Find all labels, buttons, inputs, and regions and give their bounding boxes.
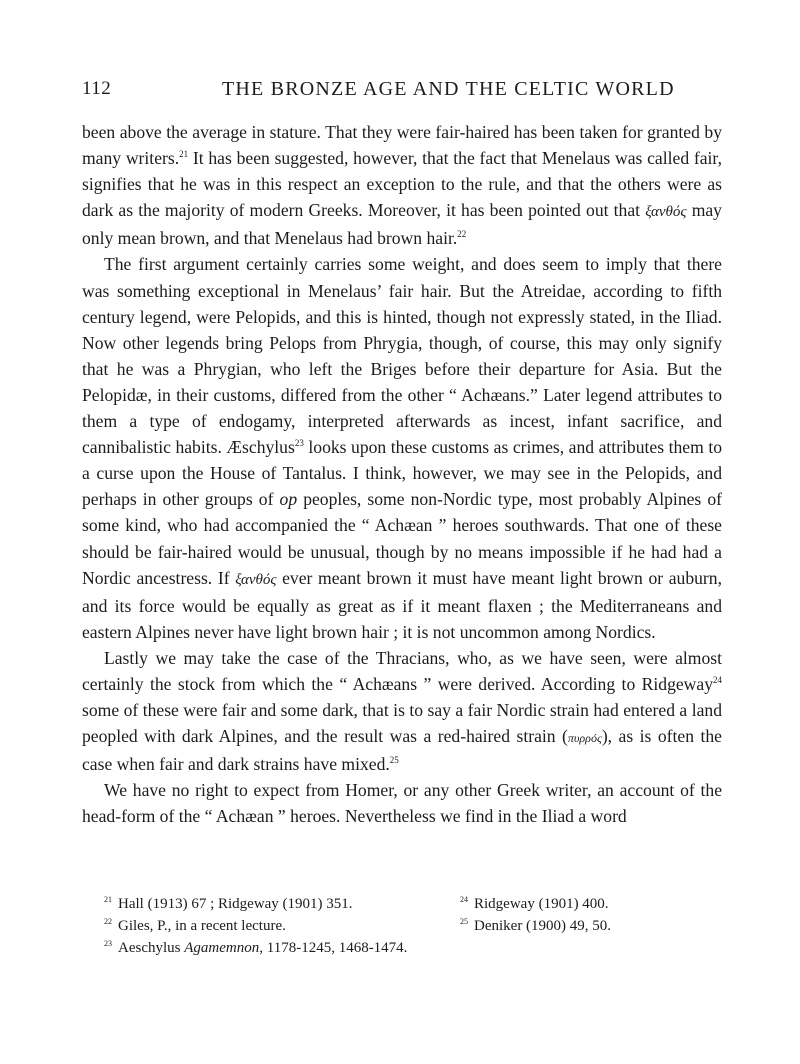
footnote-24 xyxy=(460,893,609,915)
footnote-text: , 1178-1245, 1468-1474. xyxy=(259,940,408,956)
text-run: The first argument certainly carries some weight, and does seem to imply that there was something exceptional in Menelaus’ fair hair. But the Atreidae, according to fifth century legend, were Pelopids, and this is hinted, though not expressly stated, in the Iliad. Now other legends bring Pelops from Phrygia, though, of course, this may only signify that he was a Phrygian, who left the Briges before their departure for Asia. But the Pelopidæ, in their customs, differed from the other “ Achæans.” Later legend attributes to them a type of endogamy, interpreted afterwards as incest, infant sacrifice, and cannibalistic habits. Æschylus xyxy=(82,254,722,458)
footnote-title: Agamemnon xyxy=(184,940,260,956)
footnote-25 xyxy=(460,915,611,937)
footnote-row xyxy=(104,937,734,959)
text-run: may only mean brown, and that Menelaus had brown hair. xyxy=(82,200,722,249)
footnote-number: 25 xyxy=(460,917,468,926)
footnote-ref: 22 xyxy=(457,229,467,240)
footnote-text: Aeschylus xyxy=(118,940,185,956)
running-head: THE BRONZE AGE AND THE CELTIC WORLD xyxy=(222,78,675,100)
page-number: 112 xyxy=(82,78,112,99)
footnote-text: Hall (1913) 67 ; Ridgeway (1901) 351. xyxy=(118,896,353,912)
text-run: peoples, some non-Nordic type, most probably Alpines of some kind, who had accompanied the “ Achæan ” heroes southwards. That one of these should be fair-haired would be unusual, though by no means impossible if he had had a Nordic ancestress. If xyxy=(82,489,723,588)
footnotes xyxy=(104,893,734,959)
footnote-row xyxy=(104,915,734,937)
body-text xyxy=(82,119,722,830)
footnote-number: 21 xyxy=(104,895,112,904)
footnote-text: Giles, P., in a recent lecture. xyxy=(118,918,286,934)
text-run: ever meant brown it must have meant light brown or auburn, and its force would be equally as great as if it meant flaxen ; the Mediterraneans and eastern Alpines never have light brown hair ; it is not uncommon among Nordics. xyxy=(82,567,722,642)
footnote-row xyxy=(104,893,734,915)
paragraph xyxy=(82,777,722,829)
greek-word: ξανθός xyxy=(235,571,277,588)
paragraph xyxy=(82,119,722,251)
text-run: some of these were fair and some dark, that is to say a fair Nordic strain had entered a land peopled with dark Alpines, and the result was a red-haired strain ( xyxy=(82,700,722,747)
text-run: looks upon these customs as crimes, and attributes them to a curse upon the House of Tantalus. I think, however, we may see in the Pelopids, and perhaps in other groups of xyxy=(82,437,723,510)
footnote-ref: 25 xyxy=(389,755,399,766)
footnote-text: Ridgeway (1901) 400. xyxy=(474,896,609,912)
footnote-22 xyxy=(104,915,460,937)
greek-word: πυρρός xyxy=(567,731,602,746)
footnote-ref: 24 xyxy=(713,675,722,686)
text-run: Lastly we may take the case of the Thracians, who, as we have seen, were almost certainly the stock from which the “ Achæans ” were derived. According to Ridgeway xyxy=(82,647,722,694)
text-run: It has been suggested, however, that the fact that Menelaus was called fair, signifies that he was in this respect an exception to the rule, and that the others were as dark as the majority of modern Greeks. Moreover, it has been pointed out that xyxy=(82,148,722,221)
text-run: ), as is often the case when fair and dark strains have mixed. xyxy=(82,726,722,775)
text-run: We have no right to expect from Homer, or any other Greek writer, an account of the head-form of the “ Achæan ” heroes. Nevertheless we find in the Iliad a word xyxy=(82,780,722,827)
italic-text: op xyxy=(279,489,298,510)
paragraph xyxy=(82,645,722,777)
footnote-ref: 21 xyxy=(179,149,189,160)
paragraph xyxy=(82,251,722,644)
footnote-ref: 23 xyxy=(294,438,304,449)
greek-word: ξανθός xyxy=(645,204,687,221)
footnote-23 xyxy=(104,937,407,959)
footnote-21 xyxy=(104,893,460,915)
footnote-number: 22 xyxy=(104,917,112,926)
footnote-number: 23 xyxy=(104,939,112,948)
page-header xyxy=(82,78,722,104)
text-run: been above the average in stature. That they were fair-haired has been taken for granted by many writers. xyxy=(82,122,722,169)
footnote-number: 24 xyxy=(460,895,468,904)
footnote-text: Deniker (1900) 49, 50. xyxy=(474,918,612,934)
